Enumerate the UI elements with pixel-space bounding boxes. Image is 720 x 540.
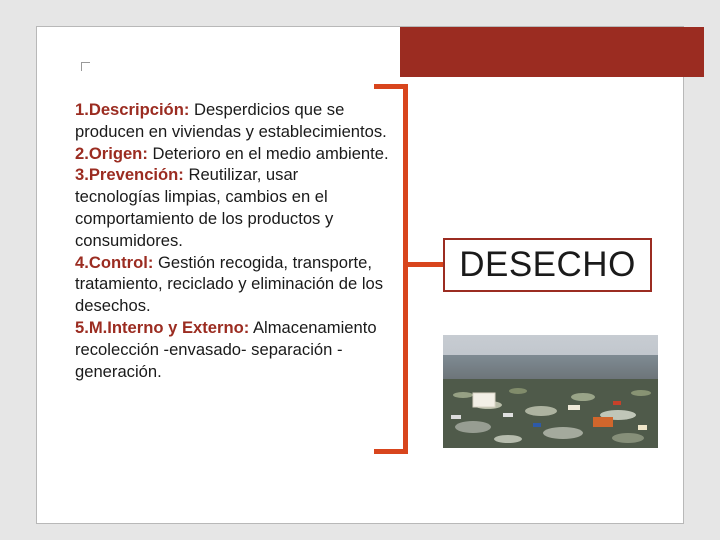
title-accent-block <box>400 27 704 77</box>
item-text: Almacenamiento <box>249 317 377 337</box>
item-keyword: Origen: <box>88 143 148 163</box>
item-number: 2. <box>75 143 89 163</box>
list-item-continuation: consumidores. <box>75 230 183 250</box>
item-keyword: Prevención: <box>88 165 184 185</box>
bracket-spine <box>403 84 408 454</box>
bracket-bottom <box>374 449 408 454</box>
item-number: 1. <box>75 100 89 119</box>
list-item-continuation: producen en viviendas y establecimientos. <box>75 121 387 141</box>
list-item-continuation: recolección -envasado- separación - <box>75 339 343 359</box>
item-keyword: M.Interno y Externo: <box>88 317 250 337</box>
item-text: Reutilizar, usar <box>183 165 299 185</box>
item-text: Desperdicios que se <box>189 100 345 119</box>
list-item <box>75 252 420 274</box>
item-text: Deterioro en el medio ambiente. <box>147 143 389 163</box>
bracket-connector <box>408 262 444 267</box>
pollution-photo-illustration <box>443 335 658 448</box>
item-keyword: Control: <box>88 252 154 272</box>
pollution-photo <box>443 335 658 448</box>
item-number: 3. <box>75 165 89 185</box>
corner-mark <box>81 62 90 71</box>
list-item <box>75 164 420 186</box>
item-number: 4. <box>75 252 89 272</box>
item-number: 5. <box>75 317 89 337</box>
list-item <box>75 99 420 121</box>
list-item-continuation: desechos. <box>75 296 151 316</box>
term-box <box>443 238 652 292</box>
list-item-continuation: generación. <box>75 361 162 381</box>
list-item-continuation: tratamiento, reciclado y eliminación de los <box>75 274 384 294</box>
term-label: DESECHO <box>459 245 636 284</box>
item-text: Gestión recogida, transporte, <box>153 252 372 272</box>
list-item-continuation: comportamiento de los productos y <box>75 208 334 228</box>
list-item <box>75 317 420 339</box>
list-item-continuation: tecnologías limpias, cambios en el <box>75 187 328 207</box>
list-item <box>75 143 420 165</box>
item-keyword: Descripción: <box>88 100 190 119</box>
definition-list <box>75 99 420 382</box>
